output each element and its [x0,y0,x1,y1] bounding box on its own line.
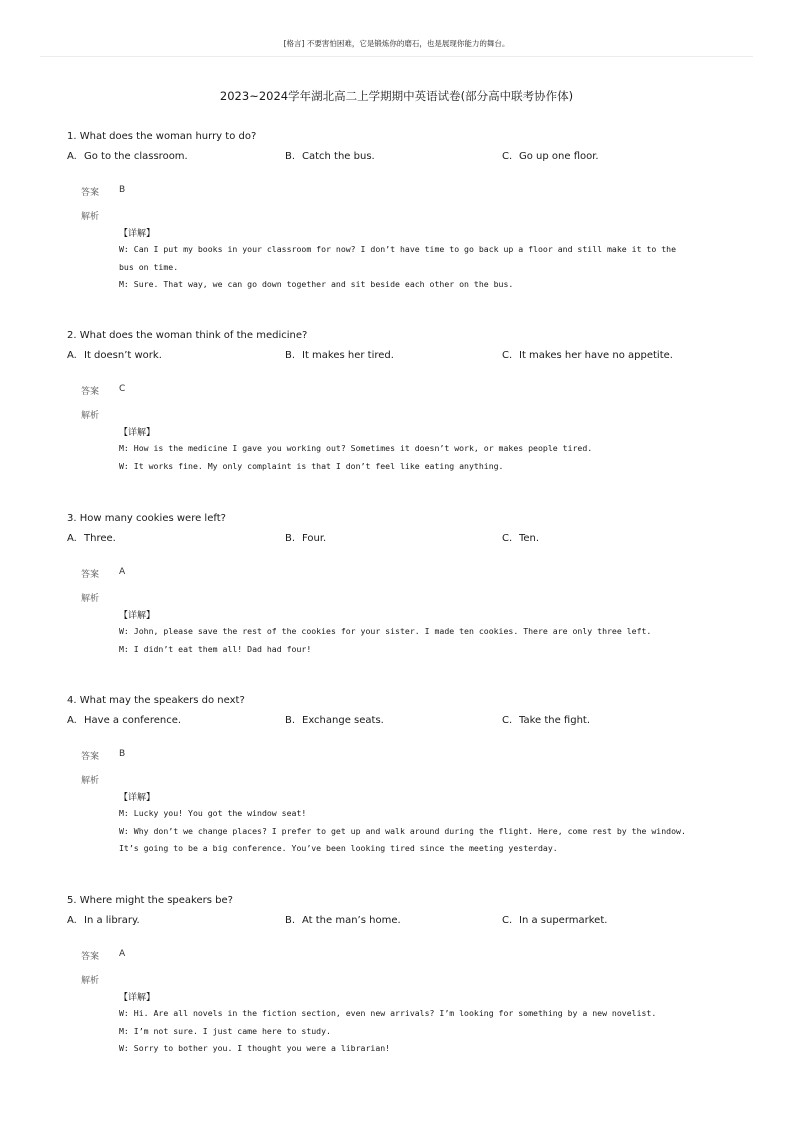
document-title: 2023~2024学年湖北高二上学期期中英语试卷(部分高中联考协作体) [219,89,574,103]
option-text: It makes her tired. [302,350,394,361]
dialogue-transcript [119,241,709,294]
dialogue-line: W: Sorry to bother you. I thought you were a librarian! [119,1043,391,1053]
header-divider [40,56,753,57]
answer-label: 答案 [81,387,100,397]
question-stem: 1. What does the woman hurry to do? [67,131,257,142]
option-letter: A. [67,915,77,926]
dialogue-line: M: Lucky you! You got the window seat! [119,808,307,818]
detail-heading: 【详解】 [119,229,156,239]
option-c [502,151,599,162]
option-letter: A. [67,151,77,162]
detail-heading: 【详解】 [119,793,156,803]
dialogue-line: W: Hi. Are all novels in the fiction section, even new arrivals? I’m looking for something by a new novelist. [119,1008,657,1018]
option-c [502,350,673,361]
answer-value: A [119,949,126,959]
option-letter: A. [67,715,77,726]
option-letter: A. [67,533,77,544]
analysis-label: 解析 [81,411,100,421]
option-letter: B. [285,915,296,926]
option-a [67,151,188,162]
dialogue-line: M: I didn’t eat them all! Dad had four! [119,643,312,654]
option-text: Have a conference. [84,715,182,726]
dialogue-line: W: John, please save the rest of the cookies for your sister. I made ten cookies. There are only three left. [119,626,652,636]
option-a [67,715,181,726]
dialogue-line: M: How is the medicine I gave you working out? Sometimes it doesn’t work, or makes people tired. [119,443,593,453]
answer-label: 答案 [81,570,100,580]
option-letter: B. [285,715,296,726]
option-text: Four. [302,533,327,544]
option-text: In a library. [84,915,140,926]
option-b [285,533,326,544]
option-text: In a supermarket. [519,915,608,926]
analysis-label: 解析 [81,976,100,986]
option-b [285,151,375,162]
option-letter: A. [67,350,77,361]
option-text: It doesn’t work. [84,350,162,361]
option-a [67,350,162,361]
dialogue-line: bus on time. [119,261,179,272]
answer-value: B [119,185,126,195]
answer-value: B [119,749,126,759]
dialogue-line: W: It works fine. My only complaint is that I don’t feel like eating anything. [119,460,504,471]
analysis-label: 解析 [81,212,100,222]
option-letter: C. [502,350,513,361]
analysis-label: 解析 [81,776,100,786]
detail-heading: 【详解】 [119,611,156,621]
option-text: Go up one floor. [519,151,599,162]
question-stem: 4. What may the speakers do next? [67,695,245,706]
option-text: Ten. [519,533,540,544]
option-c [502,715,590,726]
option-b [285,715,384,726]
option-text: Go to the classroom. [84,151,188,162]
option-letter: C. [502,151,513,162]
dialogue-transcript [119,440,709,475]
option-b [285,350,394,361]
option-b [285,915,401,926]
option-text: Three. [84,533,116,544]
question-stem: 2. What does the woman think of the medicine? [67,330,308,341]
answer-label: 答案 [81,952,100,962]
dialogue-line: M: I’m not sure. I just came here to study. [119,1025,331,1036]
option-letter: B. [285,151,296,162]
question-stem: 5. Where might the speakers be? [67,895,233,906]
option-letter: C. [502,533,513,544]
option-text: Catch the bus. [302,151,375,162]
detail-heading: 【详解】 [119,993,156,1003]
option-text: Exchange seats. [302,715,384,726]
option-text: It makes her have no appetite. [519,350,673,361]
dialogue-line: W: Why don’t we change places? I prefer to get up and walk around during the flight. Here, come rest by the window. [119,825,686,836]
option-letter: C. [502,915,513,926]
answer-label: 答案 [81,188,100,198]
option-letter: B. [285,350,296,361]
dialogue-transcript [119,1005,709,1058]
dialogue-transcript [119,805,709,858]
answer-label: 答案 [81,752,100,762]
option-c [502,533,539,544]
analysis-label: 解析 [81,594,100,604]
answer-value: A [119,567,126,577]
dialogue-line: It’s going to be a big conference. You’ve been looking tired since the meeting yesterday. [119,843,558,853]
detail-heading: 【详解】 [119,428,156,438]
header-note: [格言] 不要害怕困难，它是锻炼你的磨石，也是展现你能力的舞台。 [283,39,510,48]
question-stem: 3. How many cookies were left? [67,513,226,524]
answer-value: C [119,384,126,394]
dialogue-line: M: Sure. That way, we can go down together and sit beside each other on the bus. [119,279,514,289]
option-c [502,915,607,926]
option-text: At the man’s home. [302,915,401,926]
option-text: Take the fight. [519,715,591,726]
dialogue-transcript [119,623,709,658]
option-a [67,915,140,926]
option-a [67,533,116,544]
dialogue-line: W: Can I put my books in your classroom for now? I don’t have time to go back up a floor and still make it to the [119,244,677,254]
option-letter: C. [502,715,513,726]
option-letter: B. [285,533,296,544]
